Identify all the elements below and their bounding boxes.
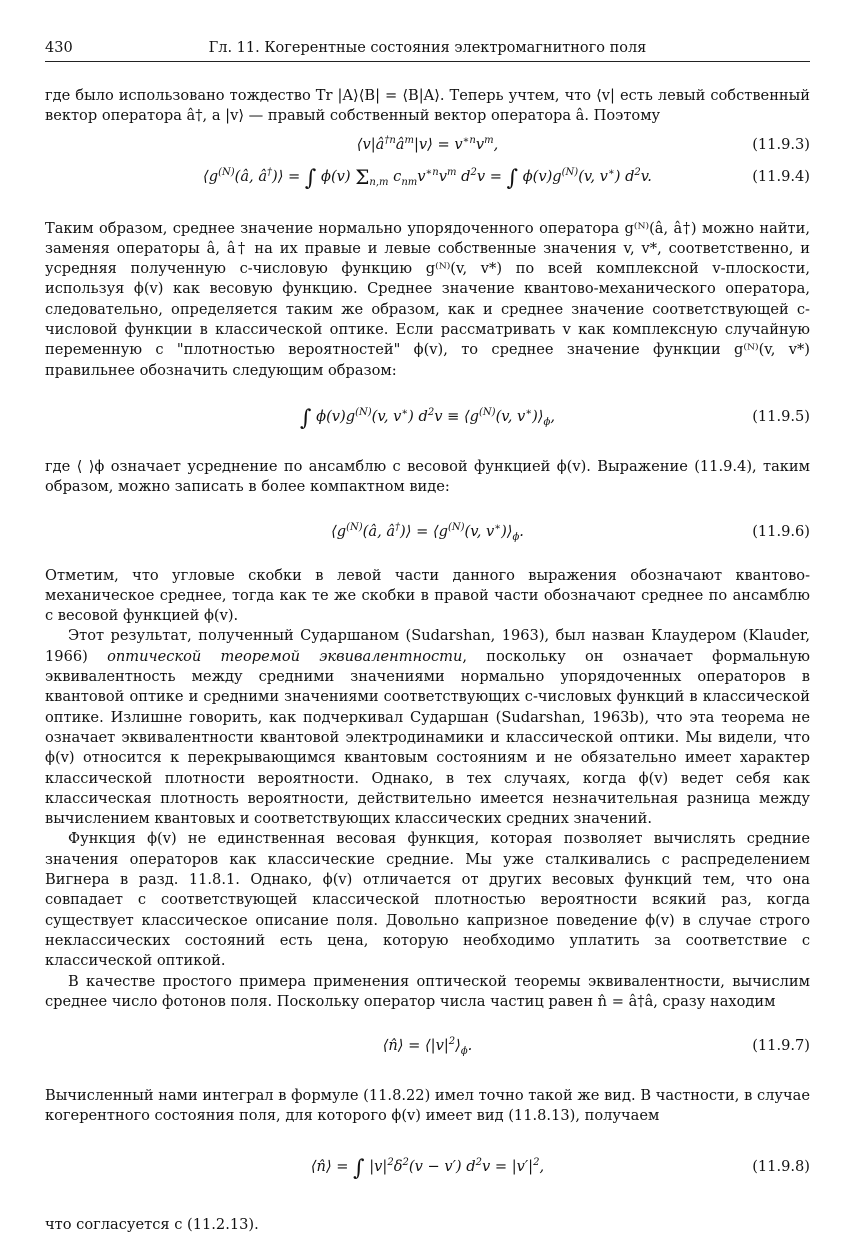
equation-11-9-5	[45, 399, 810, 439]
paragraph: где ⟨ ⟩ϕ означает усреднение по ансамблю с весовой функцией ϕ(v). Выражение (11.9.4), таким образом, можно записать в более компактном виде:	[45, 457, 810, 496]
equation-body: ⟨n̂⟩ = ∫ $|v|^2\delta^2(v - v') d^2v = |v'|^2$,	[310, 1155, 545, 1181]
equation-number: (11.9.6)	[752, 522, 810, 540]
equation-number: (11.9.8)	[752, 1157, 810, 1175]
running-header	[45, 40, 810, 62]
equation-number: (11.9.5)	[752, 407, 810, 425]
equation-11-9-4	[45, 161, 810, 201]
paragraph: Вычисленный нами интеграл в формуле (11.8.22) имел точно такой же вид. В частности, в случае когерентного состояния поля, для которого ϕ(v) имеет вид (11.8.13), получаем	[45, 1087, 810, 1125]
page-number: 430	[45, 40, 73, 56]
equation-number: (11.9.7)	[752, 1037, 810, 1055]
paragraph: Функция ϕ(v) не единственная весовая функция, которая позволяет вычислять средние значения операторов как классические средние. Мы уже сталкивались с распределением Вигнера в разд. 11.8.1. Однако, ϕ(v) отличается от других весовых функций тем, что она совпадает с соответствующей классической плотностью вероятности всякий раз, когда существует классическое описание поля. Довольно капризное поведение ϕ(v) в случае строго неклассических состояний есть цена, которую необходимо уплатить за соответствие с классической оптикой.	[45, 830, 810, 970]
equation-11-9-8	[45, 1151, 810, 1191]
equation-body: $⟨g^{(N)}(â$, â†)⟩ = $⟨g^{(N)}(v$, $v^∗)⟩_\phi$.	[331, 521, 524, 543]
equation-11-9-6	[45, 522, 810, 548]
emphasized-term: оптической теоремой эквивалентности	[107, 647, 463, 665]
equation-11-9-3	[45, 135, 810, 161]
paragraph-text: , поскольку он означает формальную эквивалентность между средними значениями нормально упорядоченных операторов в квантовой оптике и средними значениями соответствующих c-числовых функций в классической оптике. Излишне говорить, как подчеркивал Сударшан (Sudarshan, 1963b), что эта теорема не означает эквивалентности квантовой электродинамики и классической оптики. Мы видели, что ϕ(v) относится к перекрывающимся квантовым состояниям и не обязательно имеет характер классической плотности вероятности. Однако, в тех случаях, когда ϕ(v) ведет себя как классическая плотность вероятности, действительно имеется незначительная разница между вычислением квантовых и соответствующих классических средних значений.	[45, 647, 811, 828]
header-rule	[45, 61, 810, 62]
paragraph-text: Этот результат, полученный Сударшаном (Sudarshan, 1963), был назван Клаудером (Klauder, 1966)	[45, 627, 810, 665]
paragraph: Отметим, что угловые скобки в левой части данного выражения обозначают квантово-механическое среднее, тогда как те же скобки в правой части обозначают среднее по ансамблю с весовой функцией ϕ(v).	[45, 566, 810, 625]
paragraph	[45, 626, 810, 829]
equation-body: ∫ $\phi(v)g^{(N)}(v$, v∗) $d^2v$ ≡ $⟨g^{(N)}(v$, $v^∗)⟩_\phi$,	[300, 405, 555, 431]
equation-body: ⟨n̂⟩ = $⟨|v|^2⟩_\phi$.	[382, 1036, 473, 1057]
paragraph: что согласуется с (11.2.13).	[45, 1215, 259, 1233]
paragraph: где было использовано тождество Tr |A⟩⟨B| = ⟨B|A⟩. Теперь учтем, что ⟨v| есть левый собственный вектор оператора â†, а |v⟩ — правый собственный вектор оператора â. Поэтому	[45, 87, 810, 125]
paragraph: Таким образом, среднее значение нормально упорядоченного оператора g⁽ᴺ⁾(â, â†) можно найти, заменяя операторы â, â† на их правые и левые собственные значения v, v*, соответственно, и усредняя полученную c-числовую функцию g⁽ᴺ⁾(v, v*) по всей комплексной v-плоскости, используя ϕ(v) как весовую функцию. Среднее значение квантово-механического оператора, следовательно, определяется таким же образом, как и среднее значение соответствующей c-числовой функции в классической оптике. Если рассматривать v как комплексную случайную переменную с "плотностью вероятностей" ϕ(v), то среднее значение функции g⁽ᴺ⁾(v, v*) правильнее обозначить следующим образом:	[45, 219, 810, 379]
equation-body: $⟨v|â^{\dagger n}â^m|v⟩ = v^{∗n}v^m$,	[356, 134, 499, 153]
equation-11-9-7	[45, 1036, 810, 1062]
equation-body: $⟨g^{(N)}(â$, â†)⟩ = ∫ ϕ(v) $\Sigma_{n,m}$ $c_{nm}v^{∗n}v^m$ $d^2v$ = ∫ $\phi(v)g^{(N)}(v$, v∗) $d^2v$.	[203, 164, 652, 191]
equation-number: (11.9.3)	[752, 135, 810, 153]
page-body	[45, 86, 810, 1235]
paragraph: В качестве простого примера применения оптической теоремы эквивалентности, вычислим среднее число фотонов поля. Поскольку оператор числа частиц равен n̂ = â†â, сразу находим	[45, 972, 810, 1010]
chapter-title: Гл. 11. Когерентные состояния электромагнитного поля	[208, 40, 647, 56]
equation-number: (11.9.4)	[752, 167, 810, 185]
